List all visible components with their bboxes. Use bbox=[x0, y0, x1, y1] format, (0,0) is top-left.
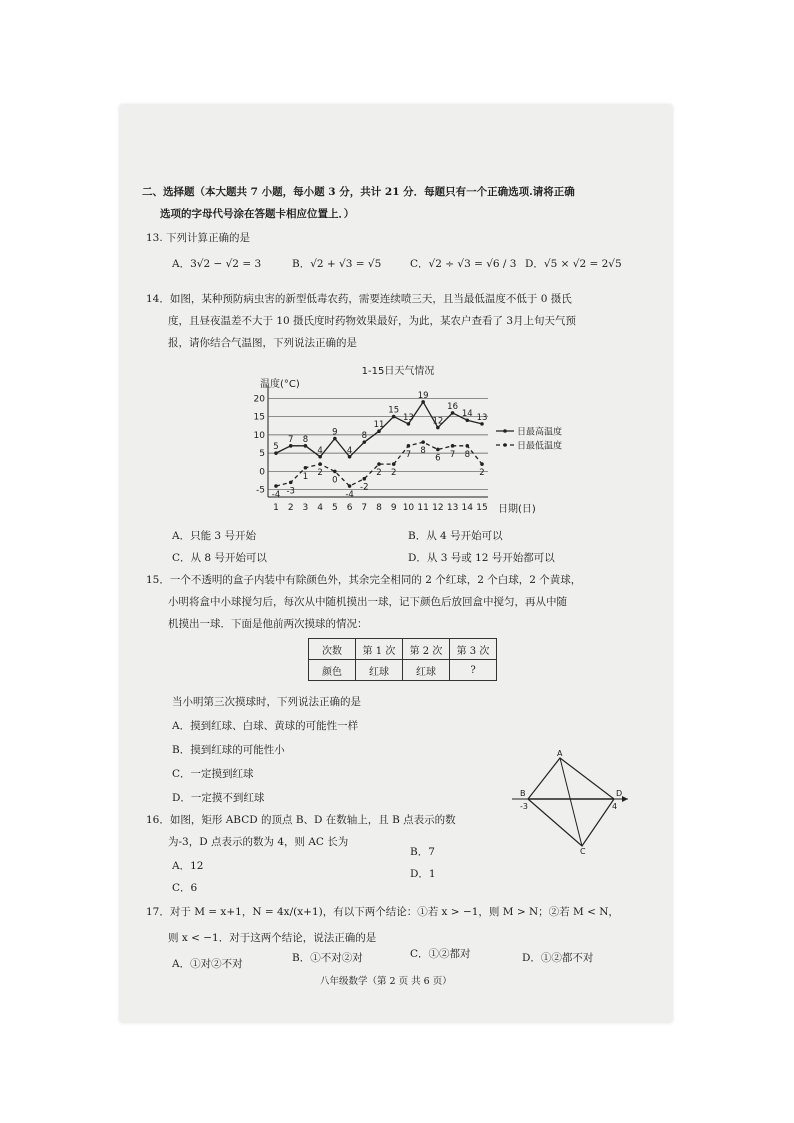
data-label: 13 bbox=[403, 412, 414, 423]
x-tick-label: 14 bbox=[461, 503, 474, 513]
x-tick-label: 1 bbox=[273, 503, 279, 513]
q15-line2: 小明将盒中小球搅匀后，每次从中随机摸出一球，记下颜色后放回盒中搅匀，再从中随 bbox=[168, 596, 567, 608]
data-point bbox=[407, 444, 411, 448]
q17-option-c: C．①②都对 bbox=[410, 948, 471, 960]
q16-option-d: D．1 bbox=[410, 868, 436, 880]
data-label: 8 bbox=[361, 431, 367, 442]
q16-line2: 为-3，D 点表示的数为 4，则 AC 长为 bbox=[168, 836, 349, 848]
chart-legend bbox=[496, 426, 562, 452]
q14-line2: 度，且昼夜温差不大于 10 摄氏度时药物效果最好，为此，某农户查看了 3月上旬天气预 bbox=[168, 315, 577, 327]
table-cell: 红球 bbox=[356, 660, 403, 681]
data-point bbox=[377, 462, 381, 466]
data-label: 1 bbox=[302, 471, 309, 482]
label-d: D bbox=[616, 789, 623, 798]
q17-option-d: D．①②都不对 bbox=[522, 952, 594, 964]
diagonal-ac bbox=[560, 758, 582, 846]
y-tick-label: -5 bbox=[256, 485, 265, 496]
q15-option-c: C．一定摸到红球 bbox=[172, 768, 254, 780]
chart-xlabel: 日期(日) bbox=[498, 504, 536, 515]
draw-record-table bbox=[308, 638, 497, 681]
q16-option-a: A．12 bbox=[172, 860, 204, 872]
table-cell: 红球 bbox=[403, 660, 450, 681]
legend-label: 日最高温度 bbox=[517, 427, 563, 438]
table-row bbox=[309, 660, 497, 681]
data-label: 8 bbox=[464, 449, 470, 460]
data-label: 13 bbox=[476, 412, 488, 423]
section-heading: 二、选择题（本大题共 7 小题，每小题 3 分，共计 21 分．每题只有一个正确选项.请将正确 bbox=[142, 186, 575, 198]
table-cell: 次数 bbox=[309, 639, 356, 660]
table-cell: 第 1 次 bbox=[356, 639, 403, 660]
data-label: 8 bbox=[302, 434, 309, 445]
exam-page bbox=[120, 105, 672, 1022]
q15-option-b: B．摸到红球的可能性小 bbox=[172, 744, 285, 756]
x-tick-label: 2 bbox=[287, 503, 294, 513]
x-tick-label: 11 bbox=[417, 503, 429, 513]
chart-ylabel: 温度(°C) bbox=[260, 379, 300, 390]
q14-option-a: A．只能 3 号开始 bbox=[172, 530, 256, 542]
q13-option-a: A．3√2 − √2 = 3 bbox=[172, 258, 262, 270]
axis-arrow bbox=[622, 796, 628, 802]
label-c: C bbox=[580, 847, 586, 856]
x-tick-label: 3 bbox=[302, 503, 309, 513]
data-label: 8 bbox=[420, 446, 426, 457]
data-point bbox=[318, 462, 322, 466]
table-row bbox=[309, 639, 497, 660]
q15-option-a: A．摸到红球、白球、黄球的可能性一样 bbox=[172, 720, 359, 732]
q17-option-a: A．①对②不对 bbox=[172, 958, 243, 970]
data-label: 2 bbox=[479, 468, 485, 479]
data-point bbox=[436, 448, 440, 452]
q16-line1: 16．如图，矩形 ABCD 的顶点 B、D 在数轴上，且 B 点表示的数 bbox=[146, 814, 456, 826]
q14-option-c: C．从 8 号开始可以 bbox=[172, 552, 267, 564]
data-label: 14 bbox=[461, 409, 473, 420]
data-label: 2 bbox=[376, 468, 382, 479]
legend-marker bbox=[503, 429, 507, 433]
data-point bbox=[451, 444, 455, 448]
q17-line1: 17．对于 M = x+1，N = 4x/(x+1)，有以下两个结论：①若 x > −1，则 M > N；②若 M < N， bbox=[146, 906, 619, 918]
table-cell: 第 2 次 bbox=[403, 639, 450, 660]
label-b-value: -3 bbox=[520, 802, 528, 811]
chart-y-ticks bbox=[254, 394, 266, 495]
label-b: B bbox=[520, 789, 526, 798]
data-label: 7 bbox=[449, 449, 456, 460]
q14-option-d: D．从 3 号或 12 号开始都可以 bbox=[408, 552, 555, 564]
temperature-chart bbox=[240, 363, 570, 528]
data-label: 19 bbox=[417, 390, 429, 401]
data-label: 4 bbox=[346, 445, 353, 456]
data-point bbox=[348, 484, 352, 488]
table-cell: ? bbox=[450, 660, 497, 681]
y-tick-label: 15 bbox=[253, 412, 265, 423]
data-point bbox=[392, 462, 396, 466]
data-label: -4 bbox=[345, 490, 354, 501]
chart-x-ticks bbox=[273, 503, 488, 513]
x-tick-label: 12 bbox=[432, 503, 444, 513]
data-label: 16 bbox=[447, 401, 458, 412]
x-tick-label: 7 bbox=[361, 503, 368, 513]
q13-option-d: D．√5 × √2 = 2√5 bbox=[525, 258, 622, 270]
data-point bbox=[333, 470, 337, 474]
legend-marker bbox=[503, 443, 507, 447]
q14-line3: 报，请你结合气温图，下列说法正确的是 bbox=[168, 337, 357, 349]
data-label: 15 bbox=[388, 405, 400, 416]
data-label: 11 bbox=[373, 420, 385, 431]
y-tick-label: 20 bbox=[253, 394, 265, 405]
data-label: 12 bbox=[432, 416, 444, 427]
q14-line1: 14．如图，某种预防病虫害的新型低毒农药，需要连续喷三天，且当最低温度不低于 0 摄氏 bbox=[146, 293, 572, 305]
data-label: 9 bbox=[332, 427, 338, 438]
data-label: -3 bbox=[286, 486, 295, 497]
data-point bbox=[362, 477, 366, 481]
x-tick-label: 9 bbox=[390, 503, 397, 513]
x-tick-label: 15 bbox=[476, 503, 488, 513]
q15-option-d: D．一定摸不到红球 bbox=[172, 792, 265, 804]
page-footer: 八年级数学（第 2 页 共 6 页） bbox=[320, 976, 452, 987]
q17-line2: 则 x < −1．对于这两个结论，说法正确的是 bbox=[168, 932, 377, 944]
label-d-value: 4 bbox=[612, 802, 618, 811]
data-label: -4 bbox=[271, 490, 281, 501]
q13-stem: 13. 下列计算正确的是 bbox=[146, 232, 251, 244]
chart-series bbox=[272, 391, 488, 500]
q15-question: 当小明第三次摸球时，下列说法正确的是 bbox=[172, 696, 361, 708]
data-label: -2 bbox=[360, 482, 369, 493]
data-label: 2 bbox=[391, 468, 397, 479]
data-point bbox=[480, 462, 484, 466]
q14-option-b: B．从 4 号开始可以 bbox=[408, 530, 503, 542]
y-tick-label: 0 bbox=[259, 467, 265, 478]
section-heading-cont: 选项的字母代号涂在答题卡相应位置上．） bbox=[160, 208, 355, 220]
data-label: 4 bbox=[317, 445, 323, 456]
label-a: A bbox=[557, 749, 563, 758]
q13-option-b: B．√2 + √3 = √5 bbox=[292, 258, 382, 270]
x-tick-label: 4 bbox=[317, 503, 324, 513]
x-tick-label: 13 bbox=[446, 503, 459, 513]
x-tick-label: 8 bbox=[376, 503, 382, 513]
data-point bbox=[304, 466, 308, 470]
data-label: 7 bbox=[288, 434, 294, 445]
table-cell: 第 3 次 bbox=[450, 639, 497, 660]
data-point bbox=[465, 444, 469, 448]
rectangle-abcd-figure bbox=[510, 750, 630, 855]
x-tick-label: 6 bbox=[346, 503, 353, 513]
data-point bbox=[421, 440, 425, 444]
q17-option-b: B．①不对②对 bbox=[292, 952, 363, 964]
q15-line1: 15．一个不透明的盒子内装中有除颜色外，其余完全相同的 2 个红球，2 个白球，2 个黄球， bbox=[146, 574, 582, 586]
x-tick-label: 10 bbox=[402, 503, 415, 513]
q16-option-c: C．6 bbox=[172, 882, 198, 894]
legend-label: 日最低温度 bbox=[517, 441, 563, 452]
data-label: 0 bbox=[332, 475, 338, 486]
q15-line3: 机摸出一球．下面是他前两次摸球的情况： bbox=[168, 618, 368, 630]
q16-option-b: B．7 bbox=[410, 846, 435, 858]
data-point bbox=[274, 484, 278, 488]
y-tick-label: 10 bbox=[253, 430, 265, 441]
q13-option-c: C．√2 ÷ √3 = √6 / 3 bbox=[410, 258, 517, 270]
data-label: 5 bbox=[273, 442, 279, 453]
x-tick-label: 5 bbox=[331, 503, 338, 513]
chart-title: 1-15日天气情况 bbox=[361, 366, 435, 377]
data-label: 2 bbox=[317, 468, 323, 479]
y-tick-label: 5 bbox=[259, 449, 265, 460]
data-point bbox=[289, 481, 293, 485]
data-label: 7 bbox=[405, 449, 412, 460]
table-cell: 颜色 bbox=[309, 660, 356, 681]
data-label: 6 bbox=[435, 453, 441, 464]
